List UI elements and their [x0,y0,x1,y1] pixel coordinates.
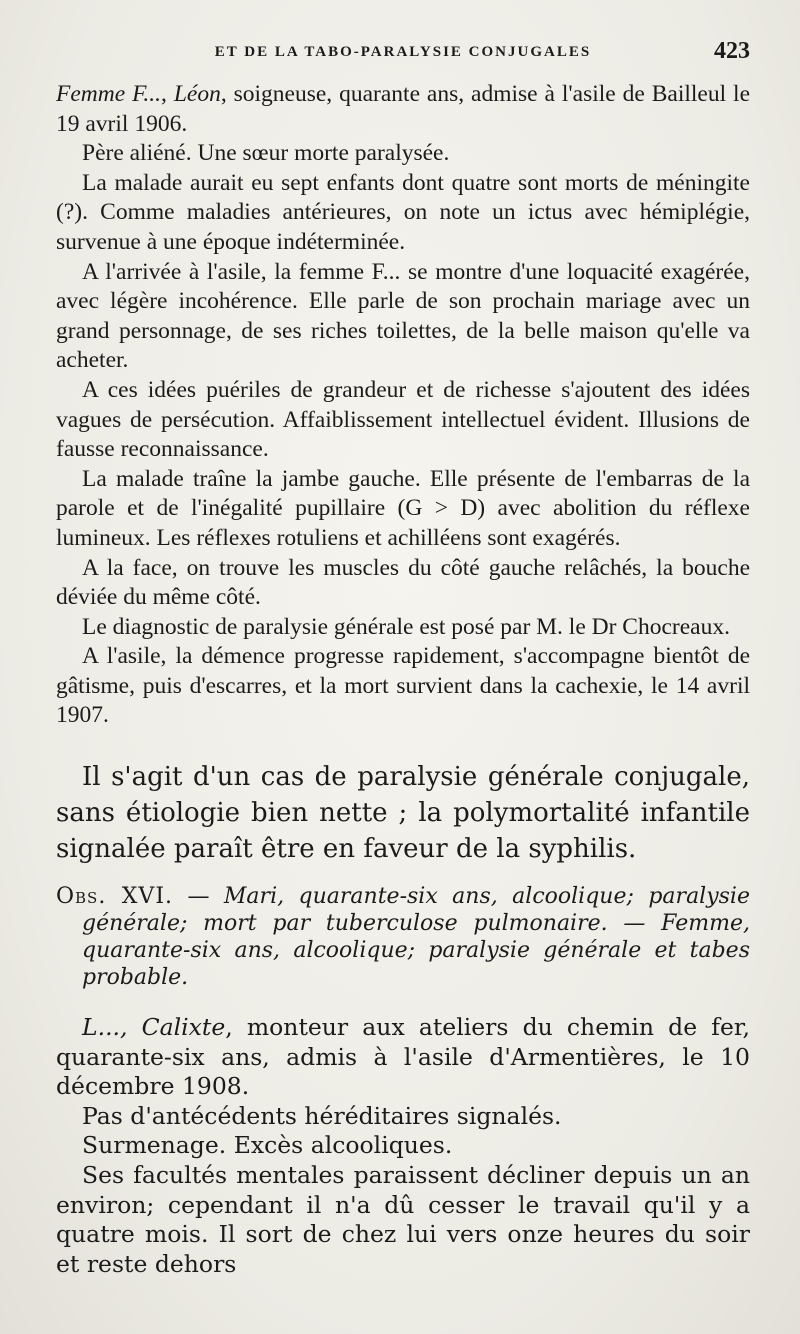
observation-dash: — [173,884,224,910]
running-head [56,0,750,80]
paragraph: Pas d'antécédents héréditaires signalés. [82,1101,562,1130]
observation-summary: Mari, quarante-six ans, alcoolique; paralysie générale; mort par tuberculose pulmonaire. — Femme, quarante-six ans, alcoolique; paralysie générale et tabes probable. [82,884,750,991]
paragraph: La malade traîne la jambe gauche. Elle présente de l'embarras de la parole et de l'inégalité pupillaire (G > D) avec abolition du réflexe lumineux. Les réflexes rotuliens et achilléens sont exagérés. [56,465,750,551]
paragraph: Père aliéné. Une sœur morte paralysée. [82,140,450,167]
observation-heading [56,883,750,991]
conclusion [56,759,750,867]
paragraph [56,1013,750,1102]
paragraph-text: , soigneuse, quarante ans, admise à l'asile de Bailleul le 19 avril 1906. [56,81,751,137]
paragraph-text: , monteur aux ateliers du chemin de fer, quarante-six ans, admis à l'asile d'Armentières, le 10 décembre 1908. [56,1013,750,1101]
paragraph: Ses facultés mentales paraissent décliner depuis un an environ; cependant il n'a dû cesser le travail qu'il y a quatre mois. Il sort de chez lui vers onze heures du soir et reste dehors [56,1161,750,1278]
observation-line [56,883,750,991]
separator: , [161,81,174,107]
observation-number: Obs. XVI. [56,884,174,910]
paragraph: A ces idées puériles de grandeur et de richesse s'ajoutent des idées vagues de persécution. Affaiblissement intellectuel évident. Illusions de fausse reconnaissance. [56,376,750,463]
conclusion-text: Il s'agit d'un cas de paralysie générale conjugale, sans étiologie bien nette ; la polymortalité infantile signalée paraît être en faveur de la syphilis. [56,762,750,865]
patient-name: L..., Calixte [82,1013,226,1042]
paragraph: A l'asile, la démence progresse rapidement, s'accompagne bientôt de gâtisme, puis d'escarres, et la mort survient dans la cachexie, le 14 avril 1907. [56,643,750,729]
paragraph: Surmenage. Excès alcooliques. [82,1131,453,1160]
paragraph: La malade aurait eu sept enfants dont quatre sont morts de méningite (?). Comme maladies antérieures, on note un ictus avec hémiplégie, survenue à une époque indéterminée. [56,169,750,255]
paragraph: A l'arrivée à l'asile, la femme F... se montre d'une loquacité exagérée, avec légère incohérence. Elle parle de son prochain mariage avec un grand personnage, de ses riches toilettes, de la belle maison qu'elle va acheter. [56,258,750,374]
paragraph: Le diagnostic de paralysie générale est posé par M. le Dr Chocreaux. [82,613,730,640]
case-femme [56,80,750,731]
page-number: 423 [714,38,750,64]
patient-firstname: Léon [173,81,221,107]
patient-name: Femme F... [56,81,162,107]
paragraph: A la face, on trouve les muscles du côté gauche relâchés, la bouche déviée du même côté. [56,554,750,611]
case-mari [56,1013,750,1279]
running-title: ET DE LA TABO-PARALYSIE CONJUGALES [214,44,592,60]
paragraph [56,80,750,139]
